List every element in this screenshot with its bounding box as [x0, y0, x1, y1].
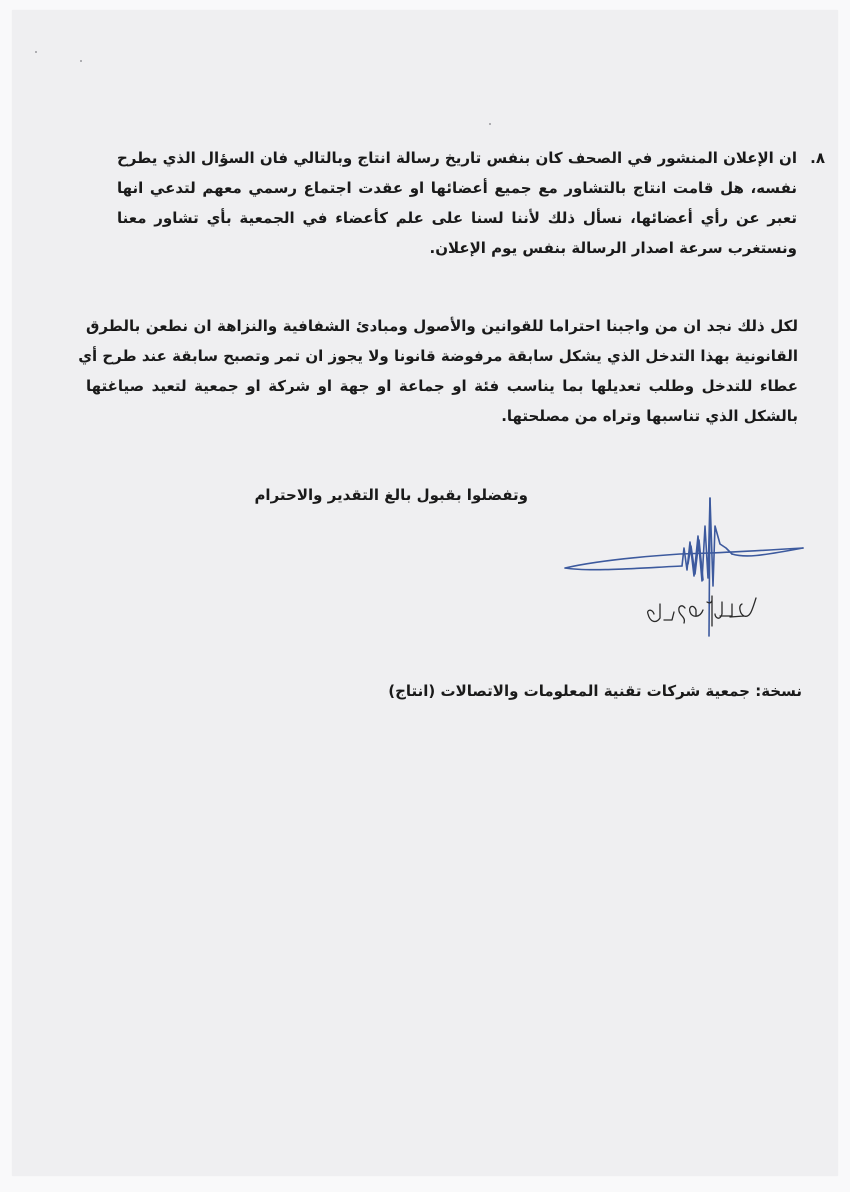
paragraph-line: القانونية بهذا التدخل الذي يشكل سابقة مرفوضة قانونا ولا يجوز ان تمر وتصبح سابقة عند طرح أي [78, 347, 798, 365]
paragraph-line: نفسه، هل قامت انتاج بالتشاور مع جميع أعضائها او عقدت اجتماع رسمي معهم لتدعي انها [117, 179, 797, 197]
paragraph-line: عطاء للتدخل وطلب تعديلها بما يناسب فئة او جماعة او جهة او شركة او جمعية لتعيد صياغتها [86, 377, 798, 395]
paragraph-line: بالشكل الذي تناسبها وتراه من مصلحتها. [501, 407, 798, 425]
scan-speck [489, 123, 491, 125]
signature-drawing [560, 486, 810, 641]
scan-speck [35, 51, 37, 53]
scan-speck [80, 60, 82, 62]
paragraph-number: ٨. [810, 149, 825, 167]
copy-to-line: نسخة: جمعية شركات تقنية المعلومات والاتصالات (انتاج) [388, 682, 802, 700]
paragraph-8 [97, 143, 825, 273]
handwritten-signature [560, 486, 810, 641]
paragraph-line: ان الإعلان المنشور في الصحف كان بنفس تاريخ رسالة انتاج وبالتالي فان السؤال الذي يطرح [117, 149, 797, 167]
paragraph-conclusion [78, 311, 798, 441]
paragraph-line: تعبر عن رأي أعضائها، نسأل ذلك لأننا لسنا على علم كأعضاء في الجمعية بأي تشاور معنا [117, 209, 797, 227]
paragraph-line: لكل ذلك نجد ان من واجبنا احتراما للقوانين والأصول ومبادئ الشفافية والنزاهة ان نطعن بالطرق [86, 317, 798, 335]
closing-salutation: وتفضلوا بقبول بالغ التقدير والاحترام [254, 486, 528, 504]
paragraph-line: ونستغرب سرعة اصدار الرسالة بنفس يوم الإعلان. [429, 239, 797, 257]
